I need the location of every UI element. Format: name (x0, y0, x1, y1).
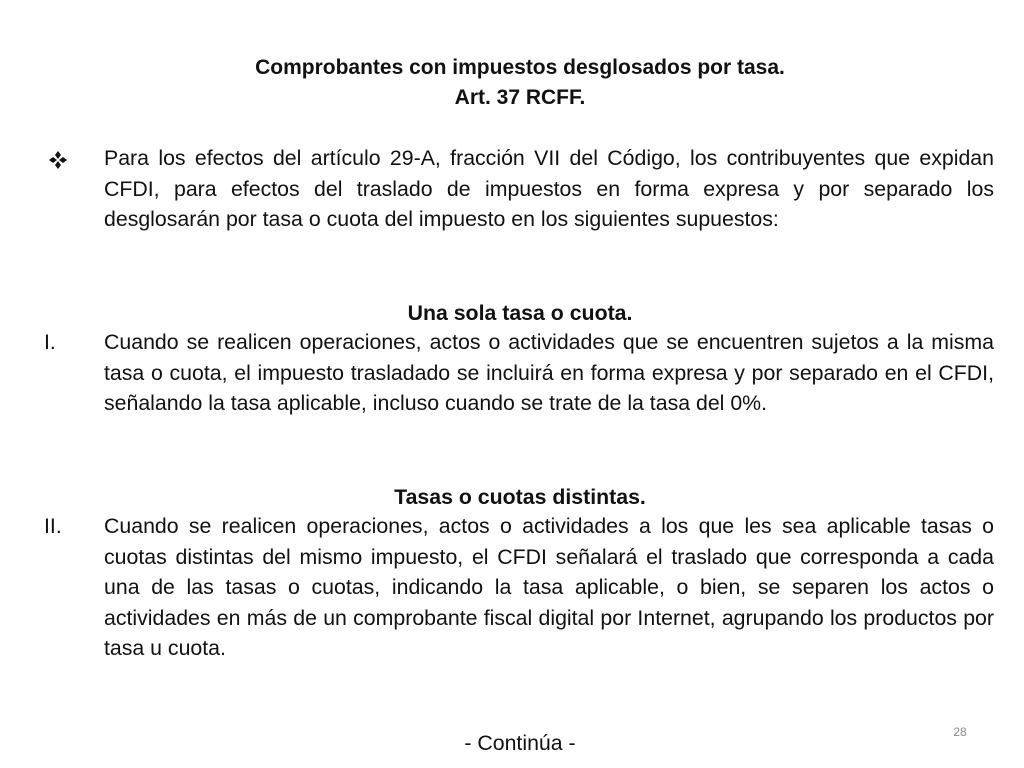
section-marker-ii: II. (44, 514, 62, 538)
section-heading-different-rates: Tasas o cuotas distintas. (394, 485, 646, 509)
intro-paragraph: Para los efectos del artículo 29-A, fracción VII del Código, los contribuyentes que expidan CFDI, para efectos del traslado de impuestos en forma expresa y por separado los desglosarán por tasa o cuota del impuesto en los siguientes supuestos: (104, 146, 994, 231)
diamond-bullet-icon (48, 150, 68, 170)
section-heading-single-rate: Una sola tasa o cuota. (407, 301, 633, 325)
section-marker-i: I. (44, 330, 56, 354)
page-number: 28 (953, 725, 967, 739)
continue-label: - Continúa - (464, 731, 576, 755)
slide-title: Comprobantes con impuestos desglosados por tasa. (255, 56, 785, 79)
article-reference: Art. 37 RCFF. (454, 86, 586, 109)
section-paragraph-different-rates: Cuando se realicen operaciones, actos o actividades a los que les sea aplicable tasas o cuotas distintas del mismo impuesto, el CFDI señalará el traslado que corresponda a cada una de las tasas o cuotas, indicando la tasa aplicable, o bien, se separen los actos o actividades en más de un comprobante fiscal digital por Internet, agrupando los productos por tasa u cuota. (104, 514, 994, 660)
section-paragraph-single-rate: Cuando se realicen operaciones, actos o actividades que se encuentren sujetos a la misma tasa o cuota, el impuesto trasladado se incluirá en forma expresa y por separado en el CFDI, señalando la tasa aplicable, incluso cuando se trate de la tasa del 0%. (104, 330, 994, 415)
